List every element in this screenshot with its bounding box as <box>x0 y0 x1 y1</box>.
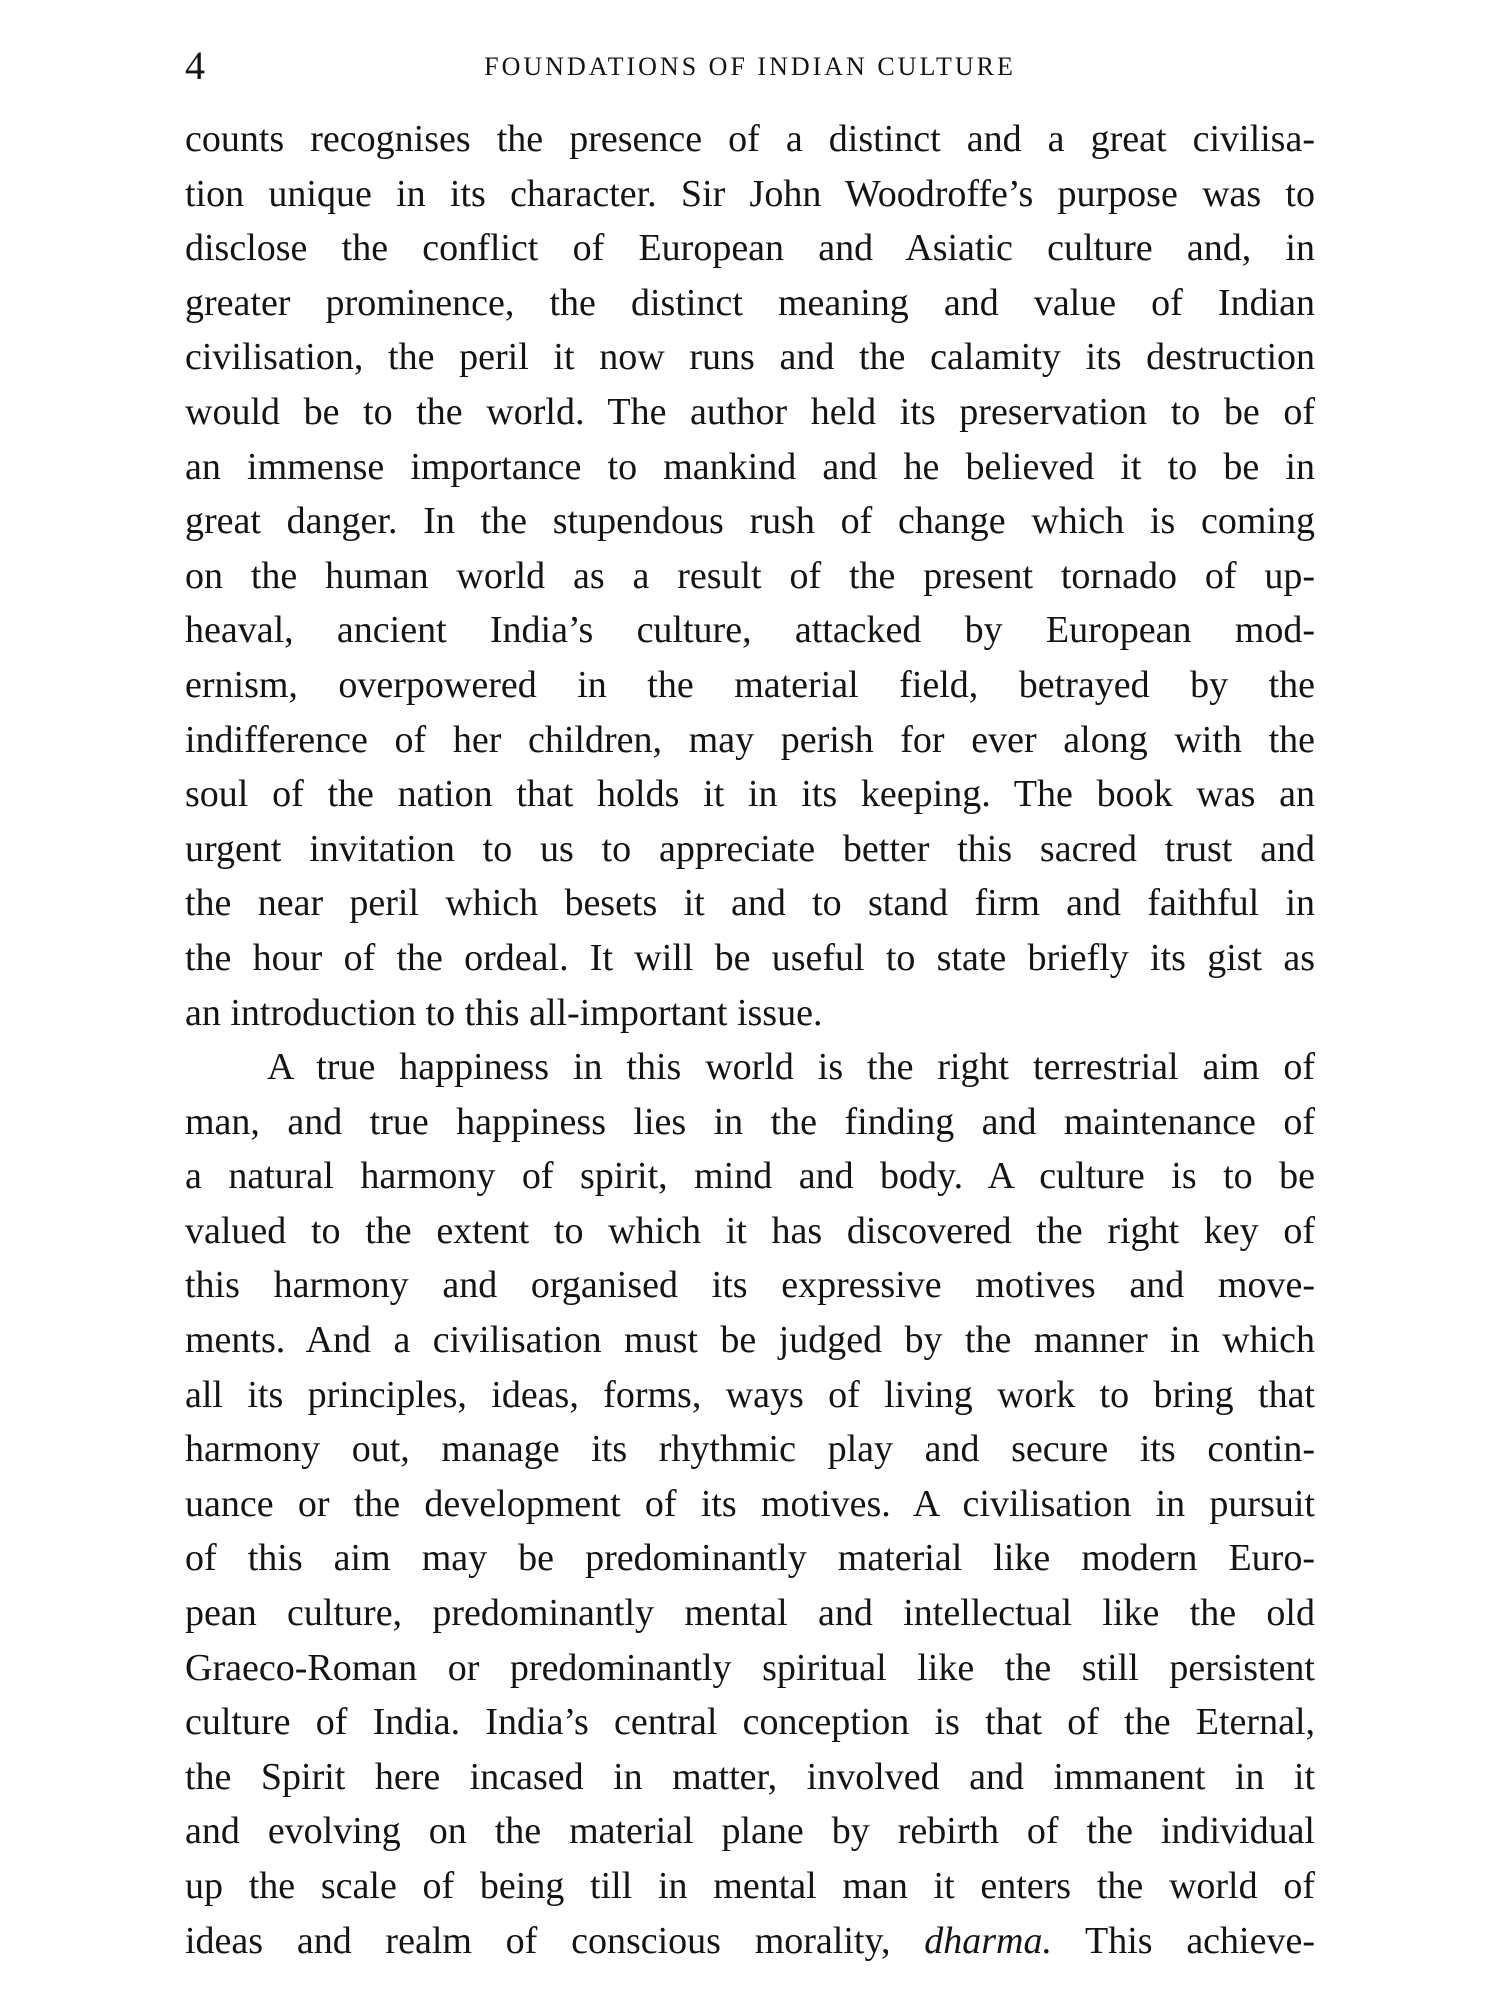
text-line: urgent invitation to us to appreciate better this sacred trust and <box>185 827 1315 870</box>
text-line: counts recognises the presence of a distinct and a great civilisa- <box>185 118 1315 160</box>
text-line: up the scale of being till in mental man it enters the world of <box>185 1865 1315 1907</box>
text-line: disclose the conflict of European and Asiatic culture and, in <box>185 227 1315 270</box>
text-line: harmony out, manage its rhythmic play and secure its contin- <box>185 1428 1315 1471</box>
text-line: culture of India. India’s central conception is that of the Eternal, <box>185 1701 1315 1744</box>
text-line: a natural harmony of spirit, mind and body. A culture is to be <box>185 1155 1315 1198</box>
page-number: 4 <box>185 43 205 88</box>
text-line: of this aim may be predominantly material like modern Euro- <box>185 1537 1315 1580</box>
text-line: tion unique in its character. Sir John Woodroffe’s purpose was to <box>185 172 1315 215</box>
text-line: valued to the extent to which it has discovered the right key of <box>185 1209 1315 1252</box>
text-line: civilisation, the peril it now runs and the calamity its destruction <box>185 336 1315 379</box>
text-line: this harmony and organised its expressive motives and move- <box>185 1264 1315 1307</box>
text-line: greater prominence, the distinct meaning and value of Indian <box>185 281 1315 324</box>
text-line: the near peril which besets it and to stand firm and faithful in <box>185 882 1315 925</box>
text-line: all its principles, ideas, forms, ways of living work to bring that <box>185 1373 1315 1416</box>
text-line: A true happiness in this world is the right terrestrial aim of <box>267 1046 1315 1089</box>
text-line: great danger. In the stupendous rush of change which is coming <box>185 500 1315 543</box>
italic-term: dharma. <box>924 1919 1052 1962</box>
text-line: the hour of the ordeal. It will be useful to state briefly its gist as <box>185 936 1315 979</box>
text-line: ments. And a civilisation must be judged by the manner in which <box>185 1319 1315 1362</box>
text-line: soul of the nation that holds it in its keeping. The book was an <box>185 773 1315 816</box>
running-title: FOUNDATIONS OF INDIAN CULTURE <box>484 52 1016 81</box>
text-line: an immense importance to mankind and he believed it to be in <box>185 445 1315 488</box>
text-line: would be to the world. The author held its preservation to be of <box>185 390 1315 433</box>
text-line: man, and true happiness lies in the finding and maintenance of <box>185 1100 1315 1143</box>
final-line-tail: This achieve- <box>1051 1919 1315 1962</box>
body-text <box>185 112 1315 1968</box>
text-line: heaval, ancient India’s culture, attacked by European mod- <box>185 609 1315 652</box>
text-line: on the human world as a result of the present tornado of up- <box>185 554 1315 597</box>
text-line: and evolving on the material plane by rebirth of the individual <box>185 1810 1315 1853</box>
text-line: the Spirit here incased in matter, involved and immanent in it <box>185 1755 1315 1798</box>
paragraph-2 <box>185 1040 1315 1968</box>
text-line: uance or the development of its motives. A civilisation in pursuit <box>185 1482 1315 1525</box>
text-line: an introduction to this all-important issue. <box>185 991 823 1034</box>
text-line: pean culture, predominantly mental and intellectual like the old <box>185 1592 1315 1635</box>
text-line: ernism, overpowered in the material field, betrayed by the <box>185 663 1315 706</box>
text-line: Graeco-Roman or predominantly spiritual like the still persistent <box>185 1646 1315 1689</box>
text-line: indifference of her children, may perish for ever along with the <box>185 718 1315 761</box>
page-header <box>185 38 1315 98</box>
text-line-final <box>185 1914 1315 1969</box>
final-line-text: ideas and realm of conscious morality, <box>185 1919 925 1962</box>
paragraph-1 <box>185 112 1315 1040</box>
